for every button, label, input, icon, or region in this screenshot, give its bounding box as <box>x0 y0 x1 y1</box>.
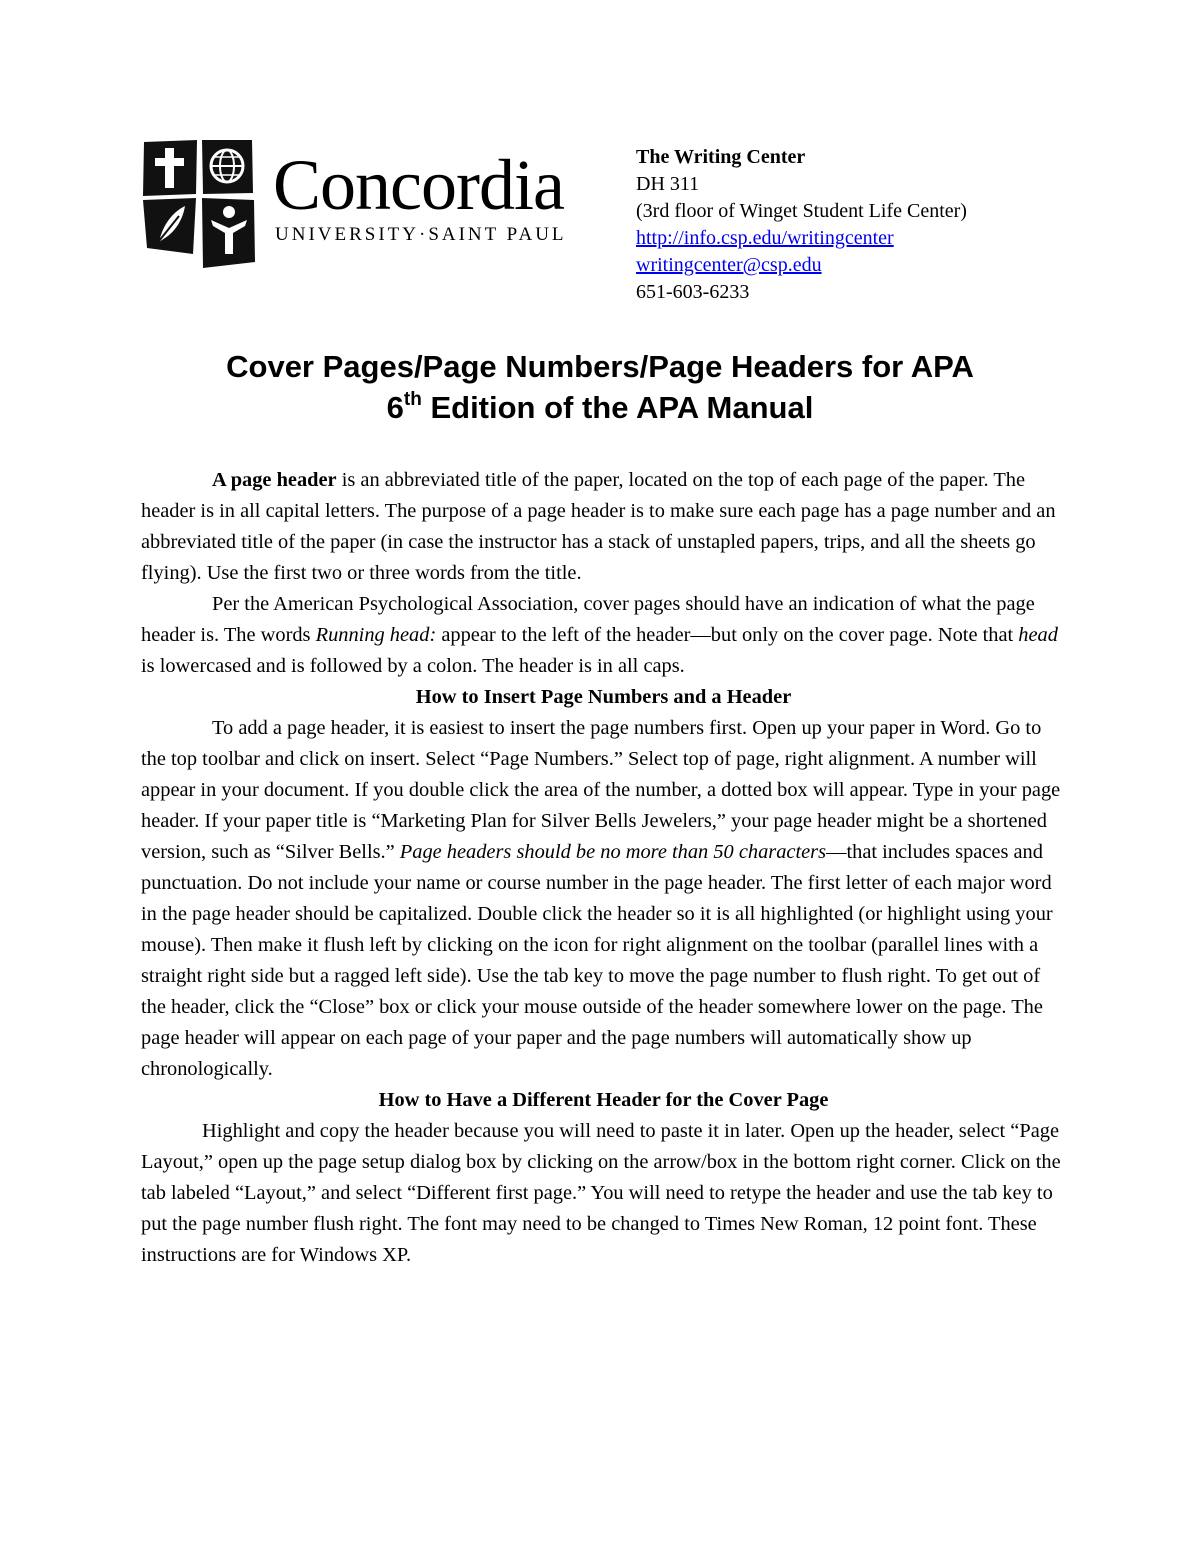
quill-icon <box>143 198 196 254</box>
italic-head: head <box>1018 624 1058 646</box>
person-icon <box>202 198 255 268</box>
paragraph-page-header-definition <box>141 465 1066 589</box>
section-heading-cover-page: How to Have a Different Header for the Cover Page <box>378 1089 829 1111</box>
bold-term: A page header <box>212 469 337 491</box>
paragraph-text: —that includes spaces and punctuation. Do not include your name or course number in the page header. The first letter of each major word in the page header should be capitalized. Double click the header so it is all highlighted (or highlight using your mouse). Then make it flush left by clicking on the icon for right alignment on the toolbar (parallel lines with a straight right side but a ragged left side). Use the tab key to move the page number to flush right. To get out of the header, click the “Close” box or click your mouse outside of the header somewhere lower on the page. The page header will appear on each page of your paper and the page numbers will automatically show up chronologically. <box>141 841 1053 1080</box>
title-line-1: Cover Pages/Page Numbers/Page Headers for APA <box>226 349 974 384</box>
edition-text: Edition of the APA Manual <box>421 390 814 425</box>
globe-icon <box>202 140 253 194</box>
logo-wordmark: Concordia <box>273 145 564 225</box>
body-text <box>141 465 1066 1271</box>
paragraph-text: is lowercased and is followed by a colon. The header is in all caps. <box>141 655 685 677</box>
logo-subtitle: UNIVERSITY·SAINT PAUL <box>275 224 567 245</box>
center-phone: 651-603-6233 <box>636 281 750 303</box>
paragraph-text: is an abbreviated title of the paper, located on the top of each page of the paper. The header is in all capital letters. The purpose of a page header is to make sure each page has a page number and an abbreviated title of the paper (in case the instructor has a stack of unstapled papers, trips, and all the sheets go flying). Use the first two or three words from the title. <box>141 469 1056 584</box>
title-line-2 <box>0 387 1200 428</box>
center-website-link[interactable]: http://info.csp.edu/writingcenter <box>636 227 894 249</box>
cross-icon <box>143 140 197 196</box>
document-title <box>0 346 1200 428</box>
paragraph-text: appear to the left of the header—but only on the cover page. Note that <box>436 624 1019 646</box>
edition-number: 6 <box>386 390 404 425</box>
center-room: DH 311 <box>636 173 700 195</box>
italic-running-head: Running head: <box>315 624 437 646</box>
paragraph-insert-instructions <box>141 713 1066 1085</box>
paragraph-text: To add a page header, it is easiest to insert the page numbers first. Open up your paper in Word. Go to the top toolbar and click on insert. Select “Page Numbers.” Select top of page, right alignment. A number will appear in your document. If you double click the area of the number, a dotted box will appear. Type in your page header. If your paper title is “Marketing Plan for Silver Bells Jewelers,” your page header might be a shortened version, such as “Silver Bells.” <box>141 717 1061 863</box>
italic-character-limit: Page headers should be no more than 50 characters <box>399 841 827 863</box>
paragraph-cover-instructions: Highlight and copy the header because you will need to paste it in later. Open up the header, select “Page Layout,” open up the page setup dialog box by clicking on the arrow/box in the bottom right corner. Click on the tab labeled “Layout,” and select “Different first page.” You will need to retype the header and use the tab key to put the page number flush right. The font may need to be changed to Times New Roman, 12 point font. These instructions are for Windows XP. <box>141 1120 1061 1266</box>
logo-emblem <box>141 138 261 268</box>
section-heading-insert: How to Insert Page Numbers and a Header <box>415 686 792 708</box>
contact-block <box>636 144 967 306</box>
center-location: (3rd floor of Winget Student Life Center) <box>636 200 967 222</box>
center-name: The Writing Center <box>636 146 806 168</box>
concordia-logo <box>141 138 566 268</box>
paragraph-text: Per the American Psychological Association, cover pages should have an indication of what the page header is. The words <box>141 593 1035 646</box>
center-email-link[interactable]: writingcenter@csp.edu <box>636 254 822 276</box>
paragraph-running-head <box>141 589 1066 682</box>
edition-suffix: th <box>403 388 422 410</box>
